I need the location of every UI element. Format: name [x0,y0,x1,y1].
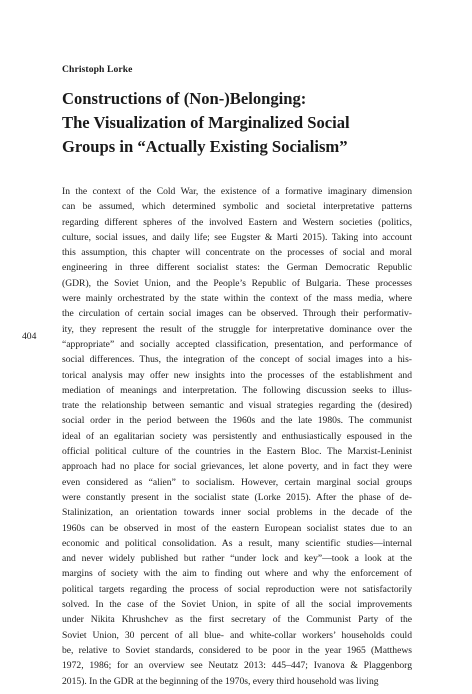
body-line: be, relative to Soviet standards, considered to be poor in the year 1965 (Matthews [62,644,412,656]
body-line: Soviet Union, 30 percent of all blue- and white-collar workers’ households could [62,629,412,641]
body-line: In the context of the Cold War, the existence of a formative imaginary dimension [62,186,412,197]
body-line: were mainly orchestrated by the state within the context of the mass media, where [62,293,412,305]
body-line: trate the relationship between semantic and visual strategies regarding the (desired) [62,400,412,412]
body-line: culture, social issues, and daily life; see Eugster & Marti 2015). Taking into account [62,231,412,243]
title-line: The Visualization of Marginalized Social [62,113,350,132]
body-line: under Nikita Khrushchev as the first secretary of the Communist Party of the [62,614,412,626]
body-paragraph [62,184,412,689]
body-line: even considered as “alien” to socialism. However, certain marginal social groups [62,476,412,488]
body-line: “appropriate” and socially accepted classification, presentation, and performance of [62,338,412,350]
body-line: regarding different spheres of the involved Eastern and Western societies (politics, [62,216,412,228]
author-name: Christoph Lorke [62,64,133,75]
body-line: 2015). In the GDR at the beginning of the 1970s, every third household was living [62,675,379,687]
body-line: (GDR), the Soviet Union, and the People’s Republic of Bulgaria. These processes [62,277,412,289]
body-line: 1960s can be observed in most of the eastern European socialist states due to an [62,522,412,534]
body-line: mediation of meanings and interpretation. The following discussion seeks to illus- [62,384,412,396]
body-line: this assumption, this chapter will concentrate on the processes of social and moral [62,247,412,259]
page-number: 404 [22,331,37,342]
body-line: social order in the period between the 1960s and the late 1980s. The communist [62,415,412,427]
body-line: engineering in three different socialist states: the German Democratic Republic [62,262,412,274]
body-line: the circulation of certain social images can be observed. Through their performativ- [62,308,412,320]
body-line: economic and political consolidation. As a result, many scientific studies—internal [62,537,412,549]
title-line: Groups in “Actually Existing Socialism” [62,137,348,156]
body-line: were constantly present in the socialist state (Lorke 2015). After the phase of de- [62,491,412,503]
body-line: Stalinization, an orientation towards inner social problems in the decade of the [62,507,412,519]
body-line: ideal of an egalitarian society was persistently and enthusiastically espoused in the [62,430,412,442]
body-line: and never widely published but rather “under lock and key”—took a look at the [62,553,412,565]
body-line: torical analysis may offer new insights into the processes of the establishment and [62,369,412,381]
body-line: political targets regarding the process of social reproduction were not satisfactorily [62,583,412,595]
body-line: 1972, 1986; for an overview see Neutatz 2013: 445–447; Ivanova & Plaggenborg [62,660,412,672]
body-line: social differences. Thus, the integration of the concept of social images into a his- [62,354,412,366]
body-line: approach had no place for social grievances, let alone poverty, and in fact they were [62,461,412,473]
body-line: margins of society with the aim to finding out where and why the enforcement of [62,568,412,580]
chapter-title [62,87,442,159]
title-line: Constructions of (Non-)Belonging: [62,89,307,108]
body-line: ity, they represent the result of the struggle for interpretative dominance over the [62,323,412,335]
body-line: solved. In the case of the Soviet Union, in spite of all the social improvements [62,599,412,611]
body-line: can be assumed, which determined symbolic and societal interpretative patterns [62,201,412,213]
body-line: official political culture of the countries in the Eastern Bloc. The Marxist-Leninist [62,446,412,458]
